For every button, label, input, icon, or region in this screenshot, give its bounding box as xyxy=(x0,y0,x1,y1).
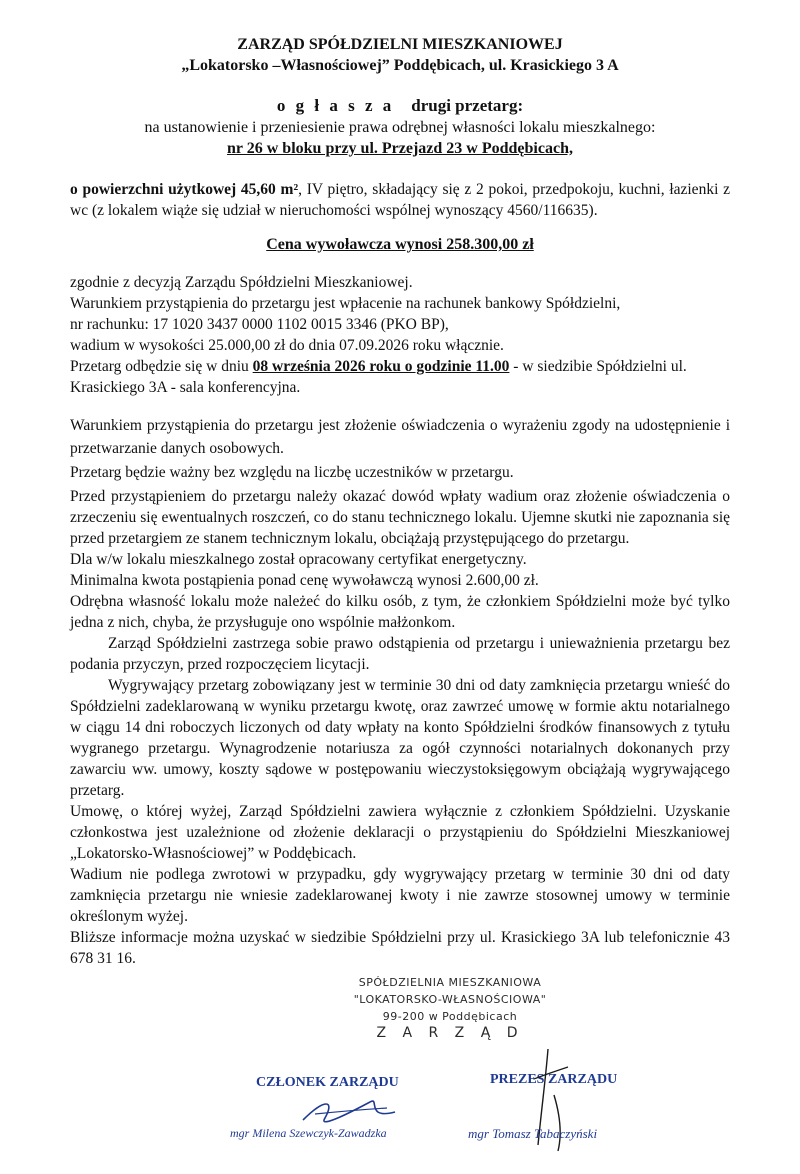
auction-date: 08 września 2026 roku o godzinie 11.00 xyxy=(252,358,510,375)
president-title: PREZES ZARZĄDU xyxy=(490,1072,618,1087)
header-title: ZARZĄD SPÓŁDZIELNI MIESZKANIOWEJ xyxy=(237,36,563,53)
announcement-verb: o g ł a s z a xyxy=(276,96,395,115)
terms-paragraph-proof: Przed przystąpieniem do przetargu należy okazać dowód wpłaty wadium oraz złożenie oświadczenia o zrzeczeniu się ewentualnych roszczeń, co do stanu technicznego lokalu. Ujemne skutki nie zapoznania się przed przetargiem ze stanem technicznym lokalu, obciążają przystępującego do przetargu. xyxy=(70,488,730,547)
conditions-block xyxy=(70,272,730,398)
deposit-condition: Warunkiem przystąpienia do przetargu jest wpłacenie na rachunek bankowy Spółdzielni, xyxy=(70,295,621,312)
terms-paragraph-deposit: Wadium nie podlega zwrotowi w przypadku, gdy wygrywający przetarg w terminie 30 dni od daty zamknięcia przetargu nie wniesie zadeklarowanej kwoty i nie zawrze stosownej umowy w terminie określonym wyżej. xyxy=(70,866,730,925)
terms-paragraph-validity: Przetarg będzie ważny bez względu na liczbę uczestników w przetargu. xyxy=(70,464,514,481)
unit-description: , IV piętro, składający się z 2 pokoi, przedpokoju, kuchni, łazienki z wc (z lokalem wiąże się udział w nieruchomości wspólnej wynoszący 4560/116635). xyxy=(70,181,730,219)
terms-paragraph-winner: Wygrywający przetarg zobowiązany jest w terminie 30 dni od daty zamknięcia przetargu wnieść do Spółdzielni zadeklarowaną w wyniku przetargu kwotę, oraz zawrzeć umowę w formie aktu notarialnego w ciągu 14 dni roboczych liczonych od daty wpłaty na konto Spółdzielni środków finansowych z tytułu wygranego przetargu. Wynagrodzenie notariusza za ogół czynności notarialnych dokonanych przy zawarciu ww. umowy, koszty sądowe w postępowaniu wieczystoksięgowym obciążają wygrywającego przetarg. xyxy=(70,677,730,799)
terms-paragraph-membership: Umowę, o której wyżej, Zarząd Spółdzielni zawiera wyłącznie z członkiem Spółdzielni. Uzyskanie członkostwa jest uzależnione od złożenie deklaracji o przystąpieniu do Spółdzielni Mieszkaniowej „Lokatorsko-Własnościowej” w Poddębicach. xyxy=(70,803,730,862)
president-name: mgr Tomasz Tabaczyński xyxy=(468,1126,598,1141)
deposit-amount: wadium w wysokości 25.000,00 zł do dnia 07.09.2026 roku włącznie. xyxy=(70,337,504,354)
announcement-unit: nr 26 w bloku przy ul. Przejazd 23 w Poddębicach, xyxy=(227,140,573,157)
announcement-heading xyxy=(0,96,800,116)
starting-price: Cena wywoławcza wynosi 258.300,00 zł xyxy=(266,236,534,253)
board-member-signature xyxy=(295,1090,405,1130)
terms-paragraph-certificate: Dla w/w lokalu mieszkalnego został opracowany certyfikat energetyczny. xyxy=(70,551,527,568)
decision-line: zgodnie z decyzją Zarządu Spółdzielni Mieszkaniowej. xyxy=(70,274,413,291)
terms-paragraph-ownership: Odrębna własność lokalu może należeć do kilku osób, z tym, że członkiem Spółdzielni może być tylko jedna z nich, chyba, że przysługuje ono wspólnie małżonkom. xyxy=(70,593,730,631)
terms-paragraph-contact: Bliższe informacje można uzyskać w siedzibie Spółdzielni przy ul. Krasickiego 3A lub telefonicznie 43 678 31 16. xyxy=(70,929,730,967)
bank-account: nr rachunku: 17 1020 3437 0000 1102 0015 3346 (PKO BP), xyxy=(70,316,449,333)
terms-paragraph-min-bid: Minimalna kwota postąpienia ponad cenę wywoławczą wynosi 2.600,00 zł. xyxy=(70,572,539,589)
terms-paragraph-withdrawal: Zarząd Spółdzielni zastrzega sobie prawo odstąpienia od przetargu i unieważnienia przetargu bez podania przyczyn, przed rozpoczęciem licytacji. xyxy=(70,635,730,673)
unit-details xyxy=(70,179,730,221)
unit-area: o powierzchni użytkowej 45,60 m² xyxy=(70,181,299,198)
cooperative-stamp: SPÓŁDZIELNIA MIESZKANIOWA "LOKATORSKO-WŁASNOŚCIOWA" 99-200 w Poddębicach Z A R Z Ą D xyxy=(353,976,547,1041)
board-member-name: mgr Milena Szewczyk-Zawadzka xyxy=(230,1126,387,1140)
auction-date-line: Przetarg odbędzie się w dniu 08 września 2026 roku o godzinie 11.00 - w siedzibie Spółdzielni ul. Krasickiego 3A - sala konferencyjna. xyxy=(70,358,687,396)
terms-paragraph-consent: Warunkiem przystąpienia do przetargu jest złożenie oświadczenia o wyrażeniu zgody na udostępnienie i przetwarzanie danych osobowych. xyxy=(70,417,730,457)
terms-block xyxy=(70,414,730,969)
announcement-subject: na ustanowienie i przeniesienie prawa odrębnej własności lokalu mieszkalnego: xyxy=(144,119,656,136)
announcement-rest: drugi przetarg: xyxy=(411,96,524,115)
header-subtitle: „Lokatorsko –Własnościowej” Poddębicach, ul. Krasickiego 3 A xyxy=(181,57,619,74)
board-member-title: CZŁONEK ZARZĄDU xyxy=(256,1075,399,1090)
